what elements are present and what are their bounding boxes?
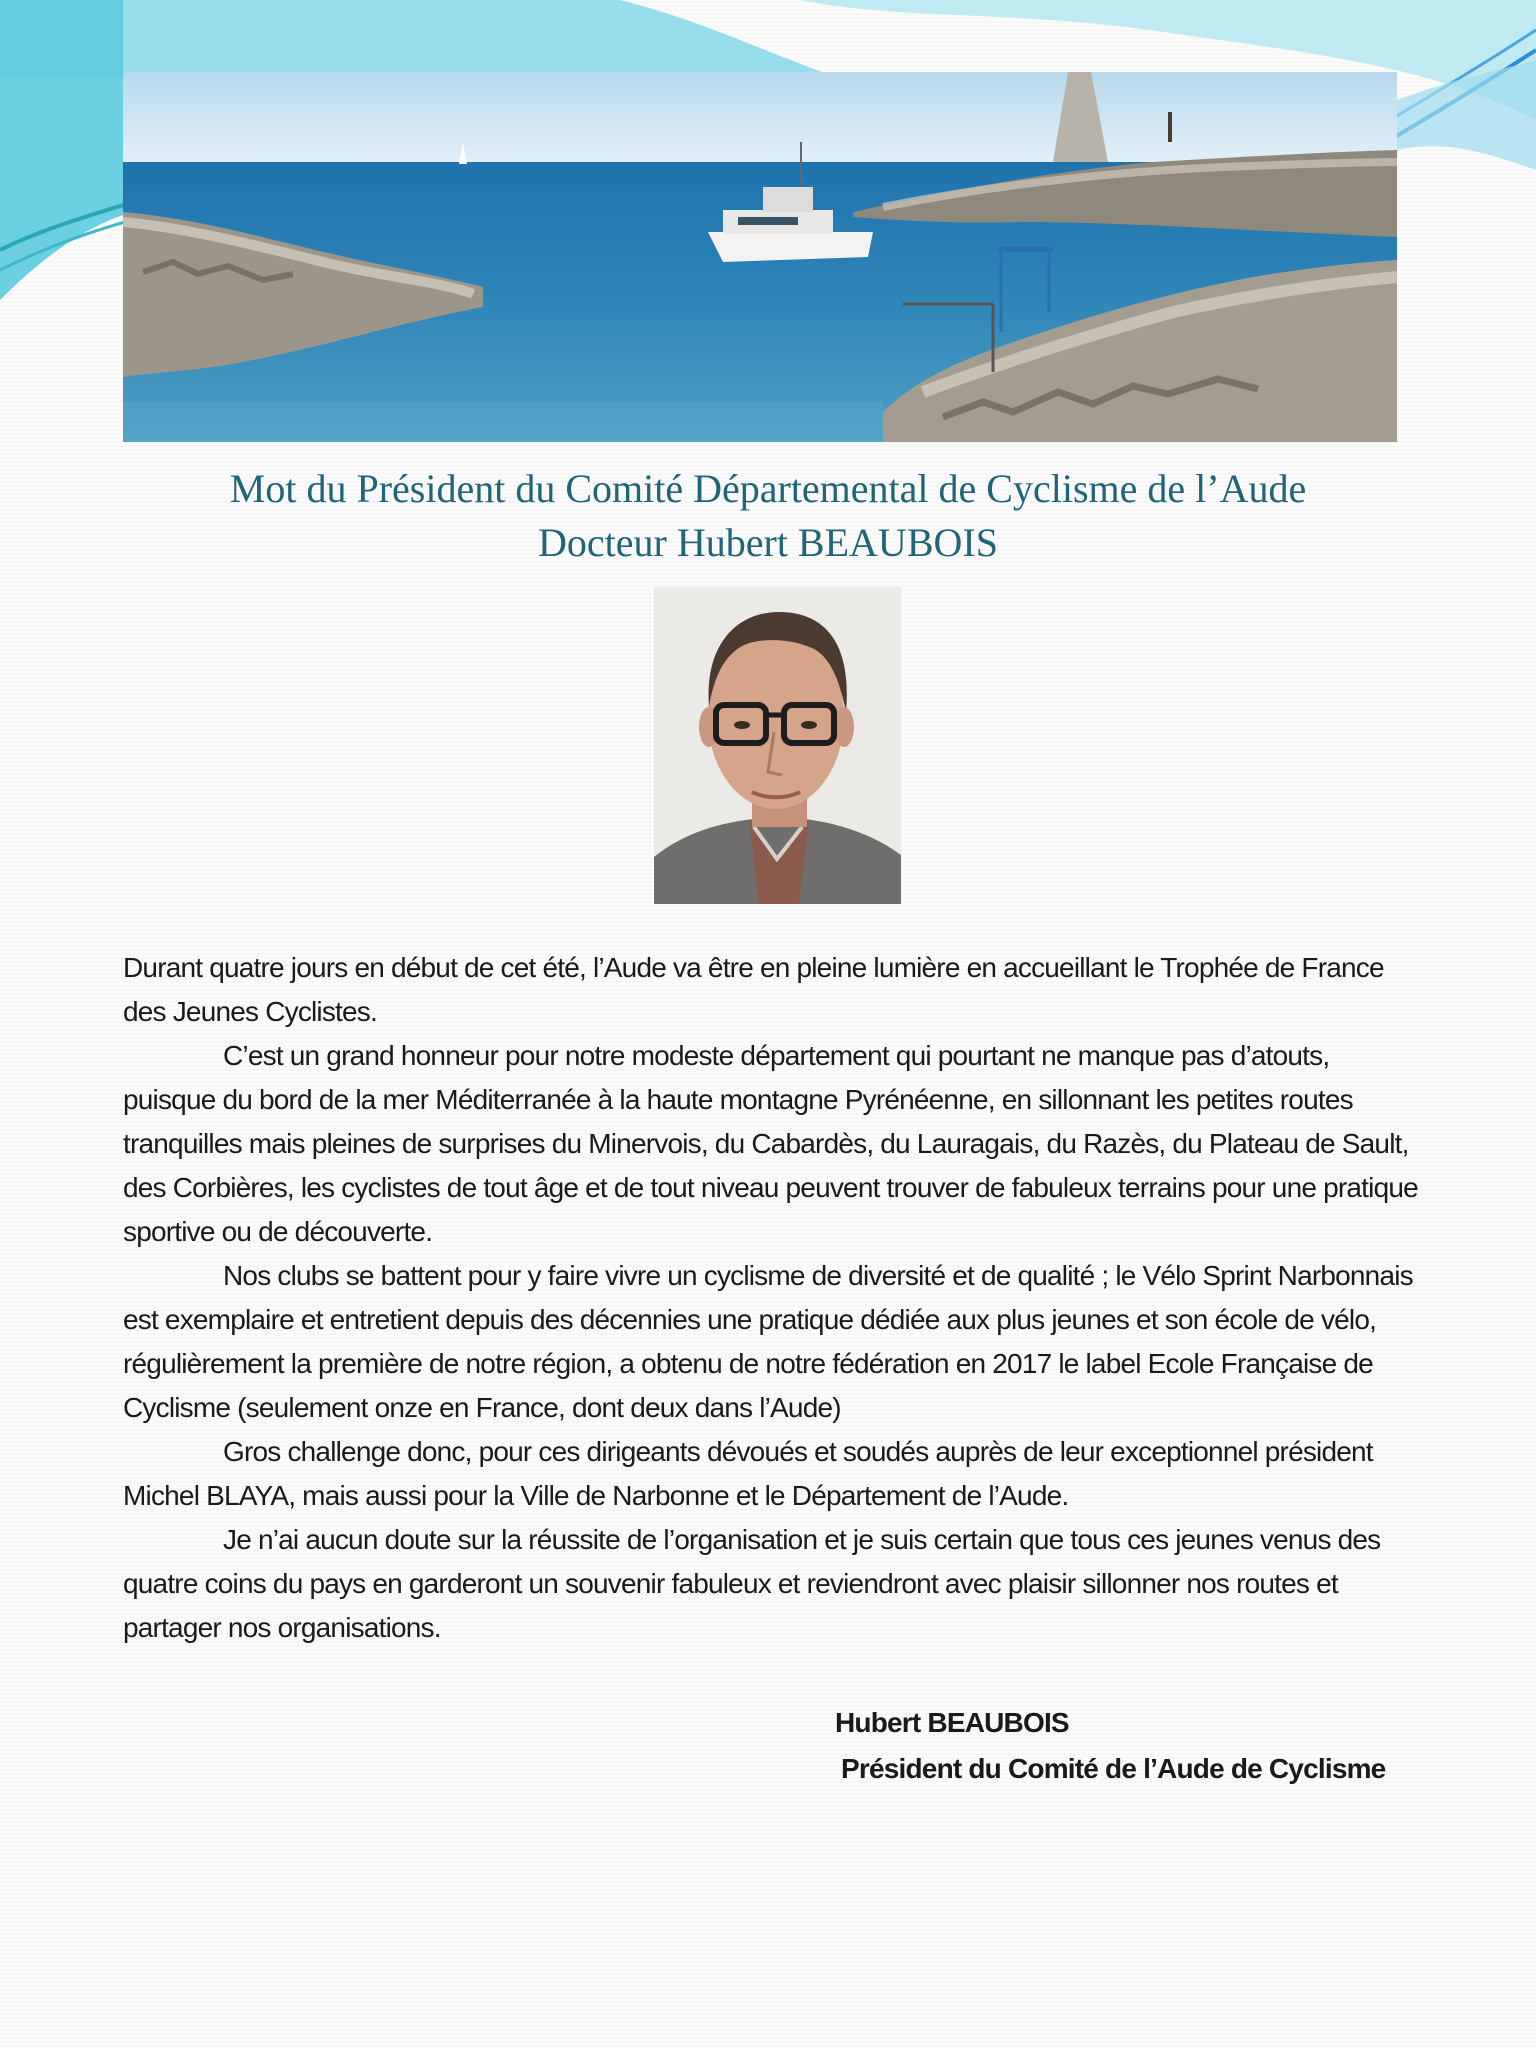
message-paragraph: Je n’ai aucun doute sur la réussite de l’organisation et je suis certain que tous ces jeunes venus des quatre coins du pays en garderont un souvenir fabuleux et reviendront avec plaisir sillonner nos routes et partager nos organisations.	[123, 1524, 1381, 1643]
signature-role: Président du Comité de l’Aude de Cyclisme	[841, 1753, 1386, 1784]
message-paragraph: Durant quatre jours en début de cet été, l’Aude va être en pleine lumière en accueillant le Trophée de France des Jeunes Cyclistes.	[123, 952, 1384, 1027]
president-message	[123, 946, 1423, 1650]
signature-block	[835, 1700, 1385, 1792]
signature-name: Hubert BEAUBOIS	[835, 1707, 1069, 1738]
harbor-banner-photo	[123, 72, 1397, 442]
title-line-1: Mot du Président du Comité Départemental de Cyclisme de l’Aude	[229, 466, 1307, 511]
message-paragraph: Gros challenge donc, pour ces dirigeants dévoués et soudés auprès de leur exceptionnel président Michel BLAYA, mais aussi pour la Ville de Narbonne et le Département de l’Aude.	[123, 1436, 1373, 1511]
title-line-2: Docteur Hubert BEAUBOIS	[538, 520, 998, 565]
message-paragraph: Nos clubs se battent pour y faire vivre un cyclisme de diversité et de qualité ; le Vélo Sprint Narbonnais est exemplaire et entretient depuis des décennies une pratique dédiée aux plus jeunes et son école de vélo, régulièrement la première de notre région, a obtenu de notre fédération en 2017 le label Ecole Française de Cyclisme (seulement onze en France, dont deux dans l’Aude)	[123, 1260, 1413, 1423]
president-portrait-photo	[654, 587, 901, 904]
page-title	[60, 462, 1476, 570]
message-paragraph: C’est un grand honneur pour notre modeste département qui pourtant ne manque pas d’atouts, puisque du bord de la mer Méditerranée à la haute montagne Pyrénéenne, en sillonnant les petites routes tranquilles mais pleines de surprises du Minervois, du Cabardès, du Lauragais, du Razès, du Plateau de Sault, des Corbières, les cyclistes de tout âge et de tout niveau peuvent trouver de fabuleux terrains pour une pratique sportive ou de découverte.	[123, 1040, 1418, 1247]
